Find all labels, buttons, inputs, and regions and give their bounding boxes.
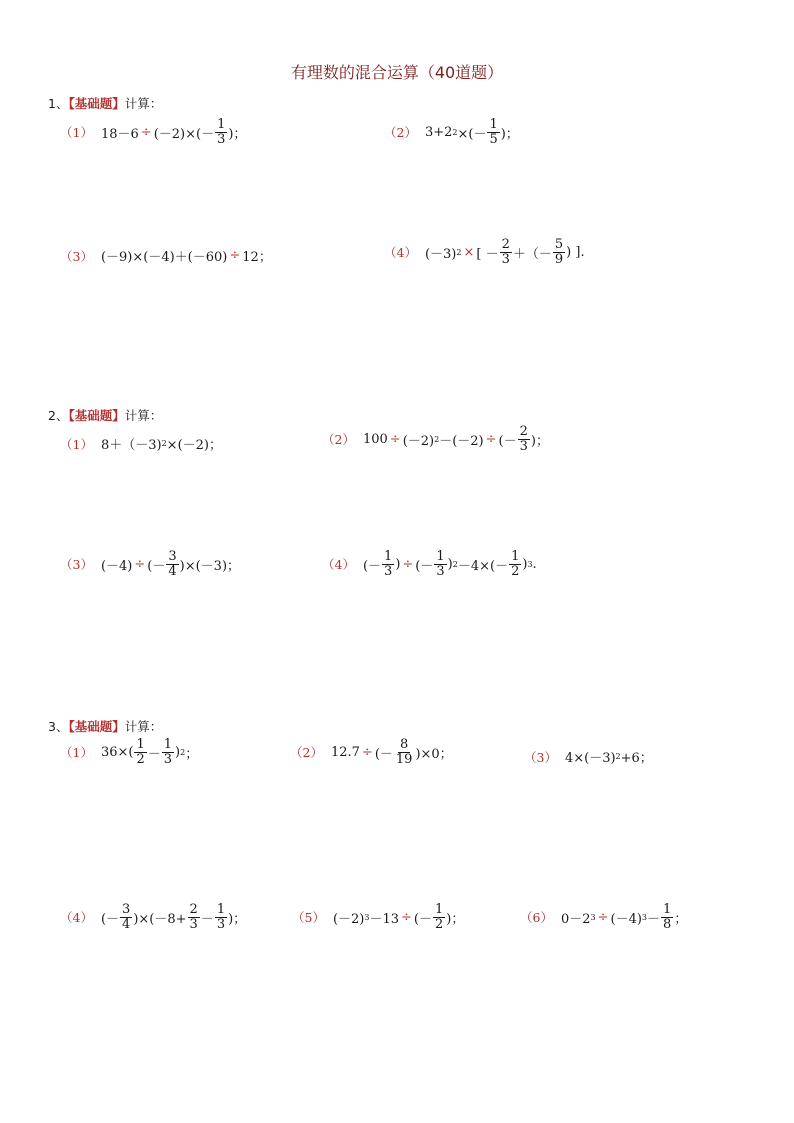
expr-part: (－ (415, 558, 434, 574)
denominator: 3 (216, 916, 226, 932)
expr-part: )×0； (415, 746, 453, 762)
denominator: 3 (189, 916, 198, 932)
fraction (120, 903, 132, 931)
divide-sign: ÷ (134, 556, 146, 572)
expr-part: －13 (369, 911, 400, 927)
expr-part: (－ (362, 558, 382, 574)
numerator: 3 (122, 902, 131, 917)
expr-part: ) (175, 744, 181, 760)
expr-part: (－ (147, 558, 166, 574)
expr-part: ) (447, 556, 453, 572)
numerator: 1 (217, 117, 226, 132)
problem-number: （4） (384, 245, 417, 261)
fraction (394, 738, 415, 766)
expr-part: )； (500, 126, 519, 142)
expr-part: － (647, 911, 661, 927)
problem-number: （3） (524, 749, 557, 765)
numerator: 2 (189, 902, 198, 917)
denominator: 9 (554, 251, 564, 267)
section-label: 计算： (124, 719, 163, 734)
numerator: 3 (168, 549, 177, 564)
problem-3-2 (290, 738, 453, 766)
exponent: 3 (364, 912, 370, 922)
problem-number: （1） (60, 745, 93, 761)
exponent: 2 (161, 439, 167, 448)
problem-number: （2） (290, 745, 323, 761)
divide-sign: ÷ (485, 431, 497, 447)
fraction (188, 903, 200, 931)
expr-part: － (147, 746, 161, 762)
expr-part: (－4) (100, 558, 133, 574)
divide-sign: ÷ (401, 909, 412, 925)
problem-3-3 (524, 747, 653, 766)
numerator: 1 (384, 549, 393, 564)
problem-number: （5） (292, 910, 325, 926)
expr-part: . (532, 556, 537, 572)
numerator: 2 (501, 237, 510, 252)
section-label: 计算： (124, 408, 163, 423)
section-tag: 【基础题】 (68, 408, 125, 423)
expr-part: 0－2 (560, 911, 591, 927)
expr-part: (－4) (610, 911, 642, 927)
denominator: 4 (168, 563, 177, 579)
problem-2-4 (322, 550, 537, 578)
expr-part: )； (228, 126, 247, 142)
numerator: 1 (511, 549, 520, 564)
denominator: 2 (435, 916, 444, 932)
expr-part: －4×(－ (457, 558, 509, 574)
problem-1-2 (384, 118, 519, 146)
section-number: 1、 (48, 96, 69, 111)
fraction (518, 425, 530, 453)
denominator: 3 (217, 131, 226, 147)
exponent: 3 (590, 912, 596, 922)
problem-3-1 (60, 738, 198, 766)
expr-part: 100 (362, 431, 388, 447)
denominator: 3 (384, 563, 393, 579)
exponent: 2 (452, 559, 458, 569)
expr-part: (－9)×(－4)＋(－60) (100, 250, 228, 265)
section-tag: 【基础题】 (68, 719, 125, 734)
problem-2-1 (60, 434, 222, 453)
expr-part: (－ (100, 911, 120, 927)
page-title: 有理数的混合运算（40道题） (290, 63, 504, 82)
denominator: 19 (395, 751, 413, 767)
fraction (487, 118, 499, 146)
fraction (509, 550, 521, 578)
problem-number: （4） (322, 557, 355, 573)
numerator: 1 (489, 117, 498, 132)
exponent: 2 (180, 747, 186, 757)
expr-part: 18－6 (100, 126, 139, 142)
expr-part: )； (530, 433, 549, 449)
expr-part: (－2)×(－ (153, 126, 215, 142)
section-2-header (48, 406, 162, 424)
numerator: 1 (436, 549, 445, 564)
problem-number: （1） (60, 436, 93, 452)
expr-part: 12； (242, 250, 272, 265)
expr-part: ×(－2)； (166, 438, 222, 453)
fraction (382, 550, 394, 578)
section-3-header (48, 717, 162, 735)
fraction (215, 118, 227, 146)
problem-number: （1） (60, 125, 93, 141)
fraction (500, 238, 512, 266)
divide-sign: ÷ (597, 909, 609, 925)
expr-part: 3+2 (424, 124, 453, 140)
expr-part: ＋（－ (512, 246, 552, 262)
expr-part: )×(－3)； (179, 558, 241, 574)
expr-part: － (200, 911, 214, 927)
expr-part: )； (228, 911, 247, 927)
section-1-header (48, 94, 162, 112)
divide-sign: ÷ (389, 431, 401, 447)
expr-part: 12.7 (330, 744, 360, 760)
expr-part: 4×(－3) (564, 751, 616, 766)
problem-number: （2） (384, 125, 417, 141)
denominator: 4 (122, 916, 131, 932)
problem-number: （6） (520, 910, 553, 926)
problem-number: （2） (322, 432, 355, 448)
numerator: 8 (400, 737, 409, 752)
numerator: 1 (663, 902, 672, 917)
fraction (661, 903, 673, 931)
divide-sign: ÷ (229, 248, 241, 263)
problem-number: （3） (60, 557, 93, 573)
problem-2-2 (322, 425, 549, 453)
expr-part: (－ (413, 911, 432, 927)
expr-part: 36×( (100, 744, 134, 760)
section-number: 3、 (48, 719, 69, 734)
exponent: 2 (434, 434, 440, 444)
expr-part: (－3) (424, 246, 457, 262)
fraction (215, 903, 227, 931)
numerator: 1 (435, 902, 444, 917)
exponent: 3 (527, 559, 533, 569)
numerator: 1 (216, 902, 226, 917)
problem-1-1 (60, 118, 246, 146)
fraction (553, 238, 565, 266)
expr-part: [ － (476, 246, 499, 262)
numerator: 5 (554, 237, 564, 252)
expr-part: ； (185, 746, 199, 762)
expr-part: ) (395, 556, 401, 572)
denominator: 3 (519, 438, 528, 454)
numerator: 1 (163, 737, 173, 752)
fraction (162, 738, 174, 766)
expr-part: (－2) (332, 911, 365, 927)
expr-part: )×(－8+ (133, 911, 187, 927)
expr-part: (－ (374, 746, 393, 762)
expr-part: ) (522, 556, 528, 572)
denominator: 2 (136, 751, 145, 767)
fraction (166, 550, 178, 578)
expr-part: 8＋（－3) (100, 438, 162, 453)
fraction (433, 903, 445, 931)
exponent: 3 (641, 912, 648, 922)
problem-3-4 (60, 903, 246, 931)
problem-1-3 (60, 246, 272, 265)
problem-3-6 (520, 903, 687, 931)
denominator: 3 (436, 563, 445, 579)
exponent: 2 (456, 247, 462, 257)
denominator: 2 (511, 563, 520, 579)
expr-part: －(－2) (439, 433, 484, 449)
expr-part: (－ (498, 433, 517, 449)
denominator: 3 (163, 751, 173, 767)
expr-part: ) ]. (566, 244, 585, 260)
expr-part: )； (446, 911, 465, 927)
fraction (134, 738, 146, 766)
divide-sign: ÷ (140, 124, 152, 140)
problem-2-3 (60, 550, 240, 578)
denominator: 8 (663, 916, 672, 932)
divide-sign: ÷ (402, 556, 414, 572)
expr-part: +6； (620, 751, 653, 766)
problem-number: （4） (60, 910, 93, 926)
exponent: 2 (615, 752, 621, 761)
fraction (434, 550, 446, 578)
problem-1-4 (384, 238, 585, 266)
expr-part: ； (674, 911, 688, 927)
multiply-sign: × (463, 244, 475, 260)
problem-3-5 (292, 903, 464, 931)
section-label: 计算： (124, 96, 163, 111)
expr-part: ×(－ (457, 126, 487, 142)
numerator: 1 (136, 737, 145, 752)
denominator: 5 (489, 131, 498, 147)
numerator: 2 (519, 424, 528, 439)
expr-part: (－2) (402, 433, 435, 449)
problem-number: （3） (60, 248, 93, 264)
denominator: 3 (501, 251, 510, 267)
exponent: 2 (452, 127, 458, 137)
section-tag: 【基础题】 (68, 96, 125, 111)
divide-sign: ÷ (361, 744, 373, 760)
section-number: 2、 (48, 408, 69, 423)
